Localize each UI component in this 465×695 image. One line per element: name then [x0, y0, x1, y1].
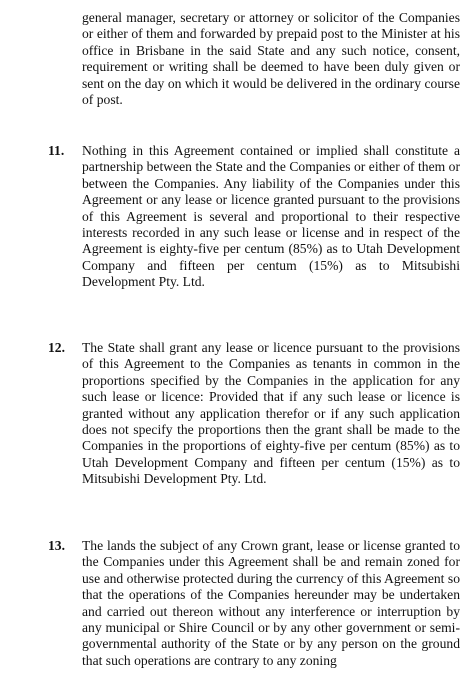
- clause-text: The lands the subject of any Crown grant, lease or license granted to the Companies under this Agreement shall be and remain zoned for use and otherwise protected during the currency of this Agreement so that the operations of the Companies hereunder may be undertaken and carried out thereon without any interference or interruption by any municipal or Shire Council or by any other government or semi-governmental authority of the State or by any person on the ground that such operations are contrary to any zoning: [82, 538, 460, 668]
- clause-number: 13.: [48, 538, 65, 553]
- clause-number: 12.: [48, 340, 65, 355]
- continuation-paragraph: general manager, secretary or attorney or solicitor of the Companies or either of them and forwarded by prepaid post to the Minister at his office in Brisbane in the said State and any such notice, consent, requirement or writing shall be deemed to have been duly given or sent on the day on which it would be delivered in the ordinary course of post.: [82, 10, 460, 108]
- clause-text: The State shall grant any lease or licence pursuant to the provisions of this Agreement to the Companies as tenants in common in the proportions specified by the Companies in the application for any such lease or licence: Provided that if any such lease or licence is granted without any application therefor or if any such application does not specify the proportions then the grant shall be made to the Companies in the proportions of eighty-five per centum (85%) as to Utah Development Company and fifteen per centum (15%) as to Mitsubishi Development Pty. Ltd.: [82, 340, 460, 487]
- clause-number: 11.: [48, 143, 65, 158]
- clause-text: Nothing in this Agreement contained or implied shall constitute a partnership between the State and the Companies or either of them or between the Companies. Any liability of the Companies under this Agreement or any lease or licence granted pursuant to the provisions of this Agreement is several and proportional to their respective interests recorded in any such lease or license and in respect of the Agreement is eighty-five per centum (85%) as to Utah Development Company and fifteen per centum (15%) as to Mitsubishi Development Pty. Ltd.: [82, 143, 460, 290]
